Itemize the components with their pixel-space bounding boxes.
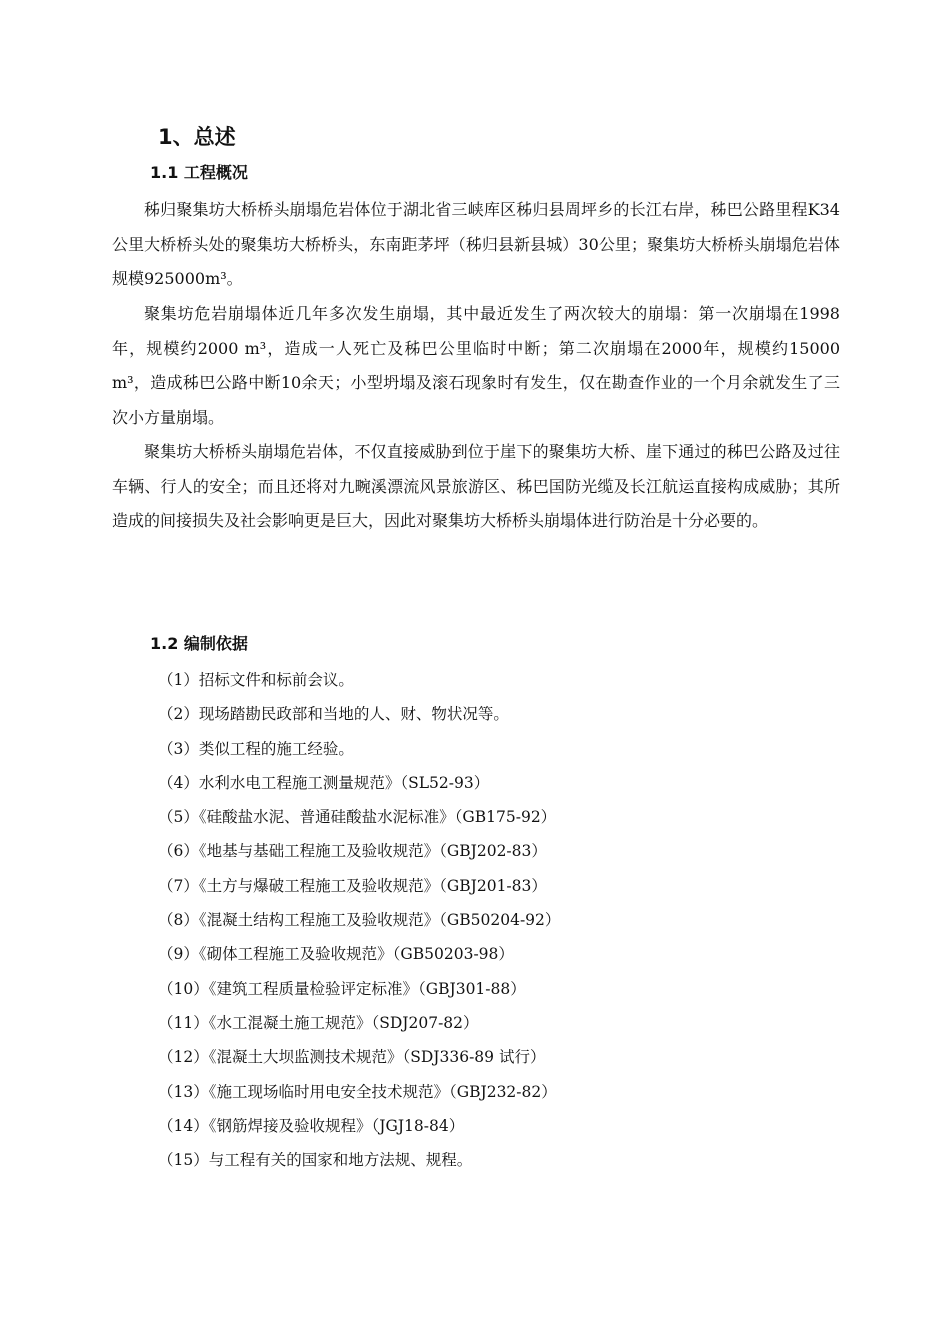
list-item: （14）《钢筋焊接及验收规程》（JGJ18-84）: [158, 1116, 465, 1135]
list-item: （4）水利水电工程施工测量规范》（SL52-93）: [158, 773, 490, 792]
subsection-heading-basis: 1.2 编制依据: [150, 634, 248, 653]
basis-list: [158, 663, 560, 1177]
list-item: （11）《水工混凝土施工规范》（SDJ207-82）: [158, 1013, 479, 1032]
list-item: （2）现场踏勘民政部和当地的人、财、物状况等。: [158, 705, 509, 724]
list-item: （6）《地基与基础工程施工及验收规范》（GBJ202-83）: [158, 842, 547, 861]
paragraph-collapse-history: 聚集坊危岩崩塌体近几年多次发生崩塌，其中最近发生了两次较大的崩塌：第一次崩塌在1998年，规模约2000 m³，造成一人死亡及秭巴公里临时中断；第二次崩塌在2000年，规模约15000 m³，造成秭巴公路中断10余天；小型坍塌及滚石现象时有发生，仅在勘查作业的一个月余就发生了三次小方量崩塌。: [112, 304, 840, 427]
list-item: （8）《混凝土结构工程施工及验收规范》（GB50204-92）: [158, 911, 561, 930]
list-item: （7）《土方与爆破工程施工及验收规范》（GBJ201-83）: [158, 876, 547, 895]
list-item: （9）《砌体工程施工及验收规范》（GB50203-98）: [158, 945, 514, 964]
section-heading-overview: 1、总述: [158, 125, 236, 149]
list-item: （12）《混凝土大坝监测技术规范》（SDJ336-89 试行）: [158, 1048, 546, 1067]
paragraph-threat: 聚集坊大桥桥头崩塌危岩体，不仅直接威胁到位于崖下的聚集坊大桥、崖下通过的秭巴公路及过往车辆、行人的安全；而且还将对九畹溪漂流风景旅游区、秭巴国防光缆及长江航运直接构成威胁；其所造成的间接损失及社会影响更是巨大，因此对聚集坊大桥桥头崩塌体进行防治是十分必要的。: [112, 442, 840, 530]
list-item: （3）类似工程的施工经验。: [158, 739, 354, 758]
list-item: （5）《硅酸盐水泥、普通硅酸盐水泥标准》（GB175-92）: [158, 808, 557, 827]
list-item: （1）招标文件和标前会议。: [158, 671, 354, 689]
list-item: （15）与工程有关的国家和地方法规、规程。: [158, 1151, 473, 1170]
subsection-heading-project-overview: 1.1 工程概况: [150, 163, 248, 182]
paragraph-location: 秭归聚集坊大桥桥头崩塌危岩体位于湖北省三峡库区秭归县周坪乡的长江右岸，秭巴公路里程K34公里大桥桥头处的聚集坊大桥桥头，东南距茅坪（秭归县新县城）30公里；聚集坊大桥桥头崩塌危岩体规模925000m³。: [112, 200, 840, 288]
list-item: （13）《施工现场临时用电安全技术规范》（GBJ232-82）: [158, 1082, 557, 1101]
list-item: （10）《建筑工程质量检验评定标准》（GBJ301-88）: [158, 979, 526, 998]
